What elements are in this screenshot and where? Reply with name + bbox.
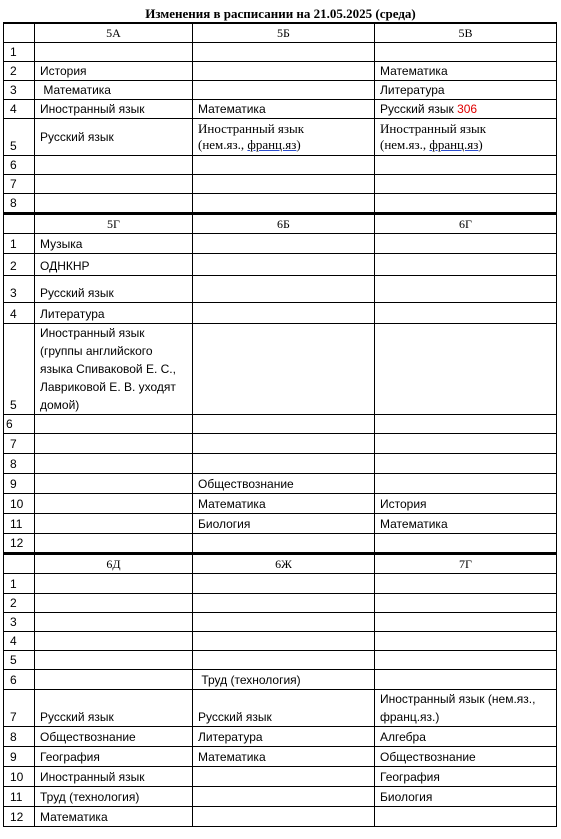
lesson-cell: Обществознание [193,474,375,494]
lesson-cell [35,415,193,434]
lesson-cell: Иностранный язык [35,100,193,119]
header-row [4,554,557,574]
lesson-row [4,43,557,62]
lesson-row [4,454,557,474]
lesson-cell: История [375,494,557,514]
lesson-cell: Русский язык [35,690,193,727]
lesson-number: 5 [4,119,35,156]
lesson-cell: Биология [193,514,375,534]
lesson-number: 9 [4,747,35,767]
lesson-cell [35,574,193,594]
header-corner [4,214,35,234]
lesson-cell: Русский язык [35,276,193,303]
lesson-cell [375,454,557,474]
class-header: 6Б [193,214,375,234]
lesson-cell [193,534,375,554]
lesson-cell [193,62,375,81]
lesson-cell [193,81,375,100]
lesson-number: 2 [4,62,35,81]
lesson-number: 6 [4,670,35,690]
lesson-cell [375,415,557,434]
lesson-cell: Математика [375,62,557,81]
lesson-cell [35,613,193,632]
lesson-row [4,494,557,514]
lesson-row [4,434,557,454]
lesson-cell [375,613,557,632]
lesson-number: 12 [4,534,35,554]
lesson-row [4,62,557,81]
lesson-cell [375,194,557,214]
lesson-number: 10 [4,494,35,514]
lesson-cell: География [375,767,557,787]
lesson-cell [375,594,557,613]
lesson-number: 3 [4,81,35,100]
lesson-row [4,194,557,214]
lesson-cell [193,807,375,827]
lesson-cell: Литература [35,303,193,324]
lesson-cell [375,234,557,254]
lesson-cell: Иностранный язык [35,767,193,787]
class-header: 5А [35,23,193,43]
lesson-row [4,727,557,747]
lesson-cell [35,454,193,474]
lesson-cell: Русский язык [193,690,375,727]
lesson-cell [35,534,193,554]
lesson-number: 7 [4,175,35,194]
lesson-row [4,324,557,415]
lesson-cell [193,175,375,194]
lesson-row [4,594,557,613]
lesson-cell: Математика [375,514,557,534]
lesson-row [4,254,557,276]
lesson-cell [35,194,193,214]
lesson-cell [375,100,557,119]
header-corner [4,554,35,574]
lesson-cell [375,175,557,194]
lesson-cell: Труд (технология) [193,670,375,690]
lesson-cell [35,594,193,613]
lesson-cell [193,651,375,670]
lesson-cell [193,43,375,62]
lesson-cell: Математика [193,100,375,119]
class-header: 5Б [193,23,375,43]
foreign-language-groups: (нем.яз., франц.яз) [380,137,483,152]
lesson-cell: Труд (технология) [35,787,193,807]
room-number: 306 [457,102,478,116]
lesson-cell: История [35,62,193,81]
lesson-cell [193,632,375,651]
lesson-cell: Иностранный язык (нем.яз., франц.яз.) [375,690,557,727]
class-header: 5Г [35,214,193,234]
lesson-number: 6 [4,415,35,434]
header-row [4,23,557,43]
lesson-number: 1 [4,234,35,254]
lesson-cell [35,670,193,690]
lesson-cell [375,303,557,324]
lesson-cell [193,303,375,324]
lesson-number: 8 [4,454,35,474]
lesson-cell [193,613,375,632]
lesson-row [4,415,557,434]
lesson-row [4,767,557,787]
lesson-cell: Обществознание [35,727,193,747]
lesson-subject: Русский язык [380,102,454,116]
class-header: 5В [375,23,557,43]
lesson-row [4,514,557,534]
lesson-cell: Обществознание [375,747,557,767]
lesson-cell [35,43,193,62]
header-corner [4,23,35,43]
lesson-number: 11 [4,787,35,807]
lesson-cell [375,43,557,62]
lesson-cell [193,767,375,787]
lesson-cell [375,474,557,494]
lesson-row [4,175,557,194]
lesson-row [4,234,557,254]
lesson-cell [35,434,193,454]
lesson-number: 4 [4,632,35,651]
lesson-row [4,747,557,767]
lesson-number: 9 [4,474,35,494]
lesson-cell [35,632,193,651]
lesson-cell: Математика [35,807,193,827]
french-group: франц.яз [247,137,297,152]
lesson-number: 5 [4,651,35,670]
lesson-cell [375,651,557,670]
lesson-cell: Математика [193,494,375,514]
lesson-number: 11 [4,514,35,534]
foreign-language-label: Иностранный язык [380,121,487,136]
lesson-cell [375,276,557,303]
lesson-cell [35,494,193,514]
lesson-number: 10 [4,767,35,787]
lesson-row [4,807,557,827]
lesson-cell: Математика [193,747,375,767]
lesson-cell [193,415,375,434]
lesson-cell [35,474,193,494]
lesson-cell: Литература [375,81,557,100]
lesson-cell: Биология [375,787,557,807]
lesson-cell [35,156,193,175]
lesson-row [4,574,557,594]
lesson-cell [193,787,375,807]
lesson-cell [193,254,375,276]
lesson-row [4,303,557,324]
class-header: 6Г [375,214,557,234]
lesson-number: 1 [4,574,35,594]
lesson-cell [193,234,375,254]
lesson-row [4,613,557,632]
lesson-cell [375,119,557,156]
lesson-cell [193,454,375,474]
class-header: 7Г [375,554,557,574]
lesson-row [4,276,557,303]
lesson-cell [375,670,557,690]
lesson-cell [375,807,557,827]
lesson-cell [375,156,557,175]
lesson-cell [375,434,557,454]
lesson-row [4,81,557,100]
document-title: Изменения в расписании на 21.05.2025 (среда) [145,6,416,21]
foreign-language-groups: (нем.яз., франц.яз) [198,137,301,152]
lesson-cell: ОДНКНР [35,254,193,276]
lesson-row [4,100,557,119]
french-group: франц.яз [429,137,479,152]
header-row [4,214,557,234]
lesson-row [4,670,557,690]
lesson-number: 1 [4,43,35,62]
lesson-cell [193,119,375,156]
lesson-cell [375,534,557,554]
class-header: 6Д [35,554,193,574]
lesson-cell: Иностранный язык (группы английского языка Спиваковой Е. С., Лавриковой Е. В. уходят домой) [35,324,193,415]
lesson-row [4,119,557,156]
lesson-number: 8 [4,194,35,214]
lesson-number: 4 [4,303,35,324]
lesson-cell: География [35,747,193,767]
lesson-cell: Музыка [35,234,193,254]
lesson-number: 7 [4,434,35,454]
lesson-row [4,632,557,651]
lesson-row [4,690,557,727]
lesson-number: 3 [4,613,35,632]
foreign-language-label: Иностранный язык [198,121,305,136]
lesson-number: 2 [4,254,35,276]
lesson-cell: Алгебра [375,727,557,747]
lesson-cell: Литература [193,727,375,747]
lesson-cell [193,574,375,594]
class-header: 6Ж [193,554,375,574]
lesson-row [4,474,557,494]
lesson-cell [193,324,375,415]
lesson-cell [193,194,375,214]
schedule-table [3,22,557,827]
lesson-number: 12 [4,807,35,827]
lesson-number: 7 [4,690,35,727]
lesson-cell [35,175,193,194]
lesson-row [4,787,557,807]
lesson-cell [193,156,375,175]
lesson-cell [375,254,557,276]
lesson-number: 3 [4,276,35,303]
lesson-cell [193,434,375,454]
lesson-row [4,534,557,554]
lesson-number: 6 [4,156,35,175]
lesson-number: 4 [4,100,35,119]
lesson-cell [375,632,557,651]
lesson-cell [35,514,193,534]
lesson-row [4,651,557,670]
lesson-row [4,156,557,175]
lesson-number: 5 [4,324,35,415]
lesson-number: 2 [4,594,35,613]
lesson-number: 8 [4,727,35,747]
lesson-cell [375,324,557,415]
lesson-cell [193,594,375,613]
lesson-cell: Русский язык [35,119,193,156]
lesson-cell [35,651,193,670]
lesson-cell [375,574,557,594]
lesson-cell [193,276,375,303]
lesson-cell: Математика [35,81,193,100]
